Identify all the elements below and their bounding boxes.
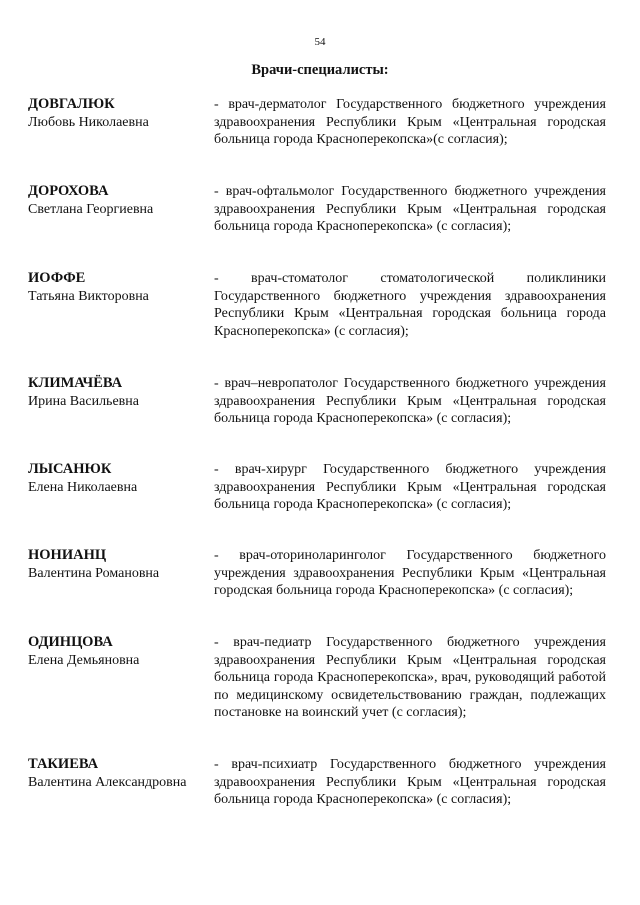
position-description: - врач-хирург Государственного бюджетного учреждения здравоохранения Республики Крым «Центральная городская больница города Красноперекопска» (с согласия); — [214, 462, 606, 512]
given-names: Елена Николаевна — [28, 479, 138, 495]
person-name — [28, 375, 208, 410]
position-description: - врач-дерматолог Государственного бюджетного учреждения здравоохранения Республики Крым «Центральная городская больница города Красноперекопска»(с согласия); — [214, 97, 606, 147]
person-name — [28, 756, 208, 791]
person-name — [28, 270, 208, 305]
given-names: Ирина Васильевна — [28, 393, 139, 409]
position-description: - врач-офтальмолог Государственного бюджетного учреждения здравоохранения Республики Крым «Центральная городская больница города Красноперекопска» (с согласия); — [214, 184, 606, 234]
given-names: Светлана Георгиевна — [28, 201, 154, 217]
surname: ДОВГАЛЮК — [28, 96, 115, 112]
section-heading: Врачи-специалисты: — [251, 62, 389, 78]
surname: КЛИМАЧЁВА — [28, 375, 123, 391]
surname: ИОФФЕ — [28, 270, 86, 286]
position-description: - врач-психиатр Государственного бюджетного учреждения здравоохранения Республики Крым «Центральная городская больница города Красноперекопска» (с согласия); — [214, 757, 606, 807]
surname: ТАКИЕВА — [28, 756, 99, 772]
person-name — [28, 547, 208, 582]
person-name — [28, 461, 208, 496]
surname: ОДИНЦОВА — [28, 634, 113, 650]
given-names: Татьяна Викторовна — [28, 288, 149, 304]
given-names: Любовь Николаевна — [28, 114, 149, 130]
position-description: - врач-стоматолог стоматологической поликлиники Государственного бюджетного учреждения здравоохранения Республики Крым «Центральная городская больница города Красноперекопска» (с согласия); — [214, 271, 606, 339]
person-name — [28, 634, 208, 669]
page-number: 54 — [314, 36, 326, 48]
position-description: - врач-педиатр Государственного бюджетного учреждения здравоохранения Республики Крым «Центральная городская больница города Красноперекопска», врач, руководящий работой по медицинскому освидетельствованию граждан, подлежащих постановке на воинский учет (с согласия); — [214, 635, 606, 720]
given-names: Валентина Романовна — [28, 565, 160, 581]
surname: ДОРОХОВА — [28, 183, 109, 199]
surname: ЛЫСАНЮК — [28, 461, 112, 477]
given-names: Валентина Александровна — [28, 774, 187, 790]
person-name — [28, 183, 208, 218]
given-names: Елена Демьяновна — [28, 652, 140, 668]
surname: НОНИАНЦ — [28, 547, 107, 563]
person-name — [28, 96, 208, 131]
position-description: - врач–невропатолог Государственного бюджетного учреждения здравоохранения Республики Крым «Центральная городская больница города Красноперекопска» (с согласия); — [214, 376, 606, 426]
position-description: - врач-оториноларинголог Государственного бюджетного учреждения здравоохранения Республики Крым «Центральная городская больница города Красноперекопска» (с согласия); — [214, 548, 606, 598]
